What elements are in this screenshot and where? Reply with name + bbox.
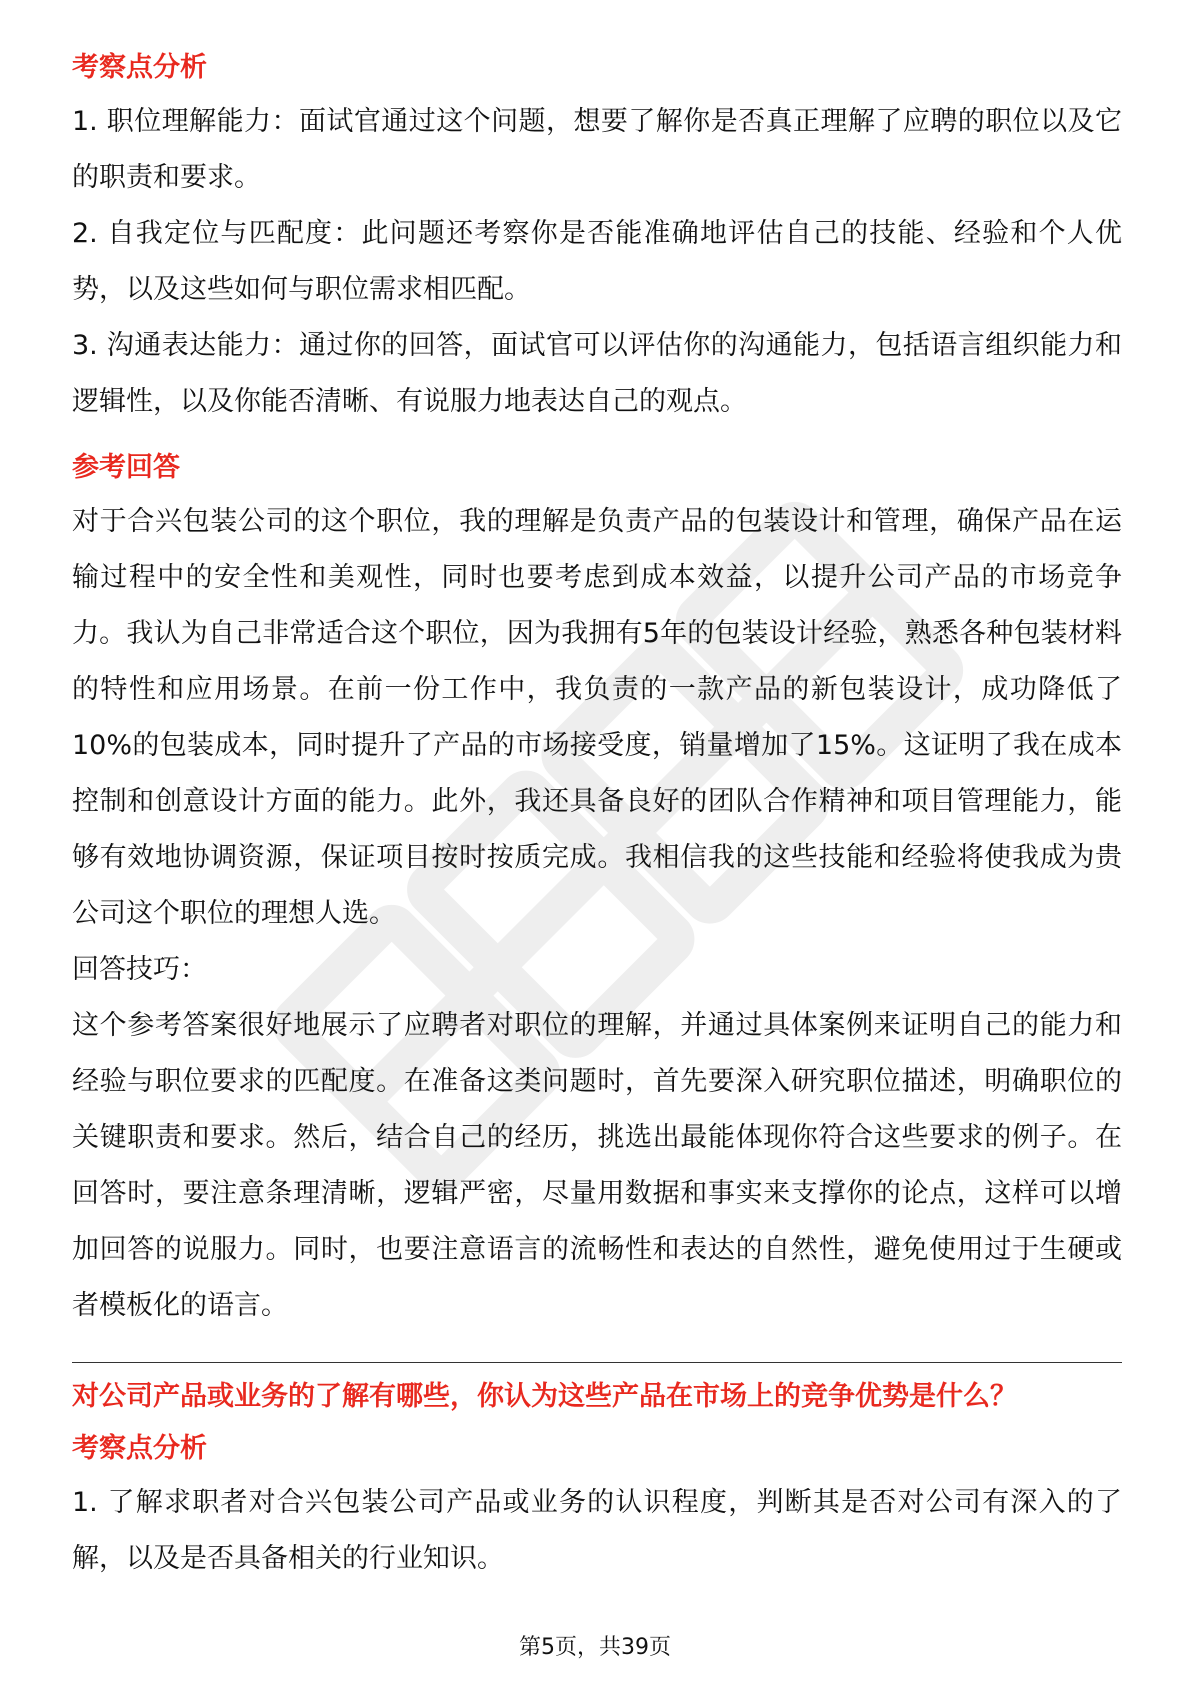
analysis-item: 1. 了解求职者对合兴包装公司产品或业务的认识程度，判断其是否对公司有深入的了解，以及是否具备相关的行业知识。 bbox=[72, 1487, 1122, 1574]
analysis-item: 2. 自我定位与匹配度：此问题还考察你是否能准确地评估自己的技能、经验和个人优势，以及这些如何与职位需求相匹配。 bbox=[72, 218, 1122, 305]
analysis-item: 1. 职位理解能力：面试官通过这个问题，想要了解你是否真正理解了应聘的职位以及它的职责和要求。 bbox=[72, 106, 1122, 193]
question-title: 对公司产品或业务的了解有哪些，你认为这些产品在市场上的竞争优势是什么？ bbox=[72, 1381, 1017, 1412]
analysis-heading-2: 考察点分析 bbox=[72, 1433, 207, 1464]
page-content bbox=[72, 48, 1122, 1587]
analysis-item: 3. 沟通表达能力：通过你的回答，面试官可以评估你的沟通能力，包括语言组织能力和逻辑性，以及你能否清晰、有说服力地表达自己的观点。 bbox=[72, 330, 1122, 417]
tips-text: 这个参考答案很好地展示了应聘者对职位的理解，并通过具体案例来证明自己的能力和经验与职位要求的匹配度。在准备这类问题时，首先要深入研究职位描述，明确职位的关键职责和要求。然后，结合自己的经历，挑选出最能体现你符合这些要求的例子。在回答时，要注意条理清晰，逻辑严密，尽量用数据和事实来支撑你的论点，这样可以增加回答的说服力。同时，也要注意语言的流畅性和表达的自然性，避免使用过于生硬或者模板化的语言。 bbox=[72, 1010, 1122, 1321]
page-number: 第5页，共39页 bbox=[519, 1635, 671, 1660]
answer-heading: 参考回答 bbox=[72, 452, 180, 483]
tips-label: 回答技巧： bbox=[72, 954, 207, 985]
answer-text: 对于合兴包装公司的这个职位，我的理解是负责产品的包装设计和管理，确保产品在运输过程中的安全性和美观性，同时也要考虑到成本效益，以提升公司产品的市场竞争力。我认为自己非常适合这个职位，因为我拥有5年的包装设计经验，熟悉各种包装材料的特性和应用场景。在前一份工作中，我负责的一款产品的新包装设计，成功降低了10%的包装成本，同时提升了产品的市场接受度，销量增加了15%。这证明了我在成本控制和创意设计方面的能力。此外，我还具备良好的团队合作精神和项目管理能力，能够有效地协调资源，保证项目按时按质完成。我相信我的这些技能和经验将使我成为贵公司这个职位的理想人选。 bbox=[72, 506, 1122, 929]
section-divider bbox=[72, 1362, 1122, 1363]
analysis-heading: 考察点分析 bbox=[72, 52, 207, 83]
